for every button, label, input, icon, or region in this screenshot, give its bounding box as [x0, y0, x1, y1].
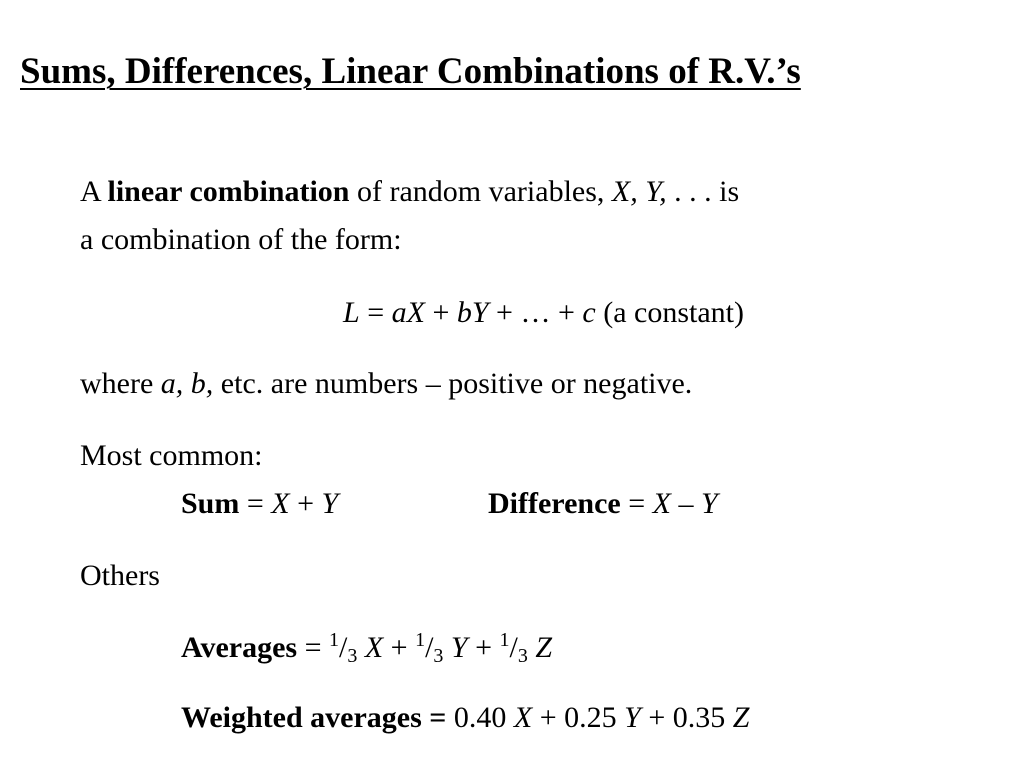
frac2-slash: /: [425, 631, 434, 664]
frac1-den: 3: [347, 645, 358, 667]
averages-z: Z: [535, 631, 553, 664]
most-common-label: Most common:: [80, 439, 263, 472]
intro-rest: of random variables,: [349, 175, 612, 208]
difference-y: Y: [700, 487, 718, 520]
formula-aX: aX: [391, 296, 425, 329]
averages-plus1: +: [383, 631, 416, 664]
frac2-den: 3: [433, 645, 444, 667]
weighted-averages-label: Weighted averages =: [181, 701, 447, 734]
weight-2: 0.25: [564, 701, 617, 734]
averages-eq: =: [297, 631, 329, 664]
where-post: etc. are numbers – positive or negative.: [213, 367, 693, 400]
intro-a: A: [80, 175, 108, 208]
intro-line-1: [80, 174, 739, 210]
sum-plus: +: [289, 487, 322, 520]
weighted-averages-expression: [181, 700, 749, 736]
where-pre: where: [80, 367, 161, 400]
averages-x: X: [364, 631, 384, 664]
difference-expression: [488, 486, 718, 522]
sum-expression: [181, 486, 338, 522]
others-label: Others: [80, 559, 160, 592]
difference-eq: =: [620, 487, 653, 520]
weight-1: 0.40: [453, 701, 507, 734]
formula-L: L: [343, 296, 360, 329]
formula-note: (a constant): [595, 296, 744, 329]
formula-eq: =: [359, 296, 392, 329]
frac1-num: 1: [328, 629, 339, 651]
frac3-den: 3: [517, 645, 528, 667]
where-ab: a, b,: [160, 367, 214, 400]
frac3-num: 1: [499, 629, 510, 651]
weighted-x: X: [513, 701, 533, 734]
sum-x: X: [271, 487, 290, 520]
sum-y: Y: [321, 487, 339, 520]
intro-tail: . . . is: [666, 175, 740, 208]
frac1-slash: /: [338, 631, 348, 664]
frac3-slash: /: [509, 631, 518, 664]
weight-3: 0.35: [672, 701, 726, 734]
weighted-z: Z: [732, 701, 750, 734]
averages-expression: [181, 630, 552, 666]
where-line: [80, 366, 692, 402]
difference-minus: –: [670, 487, 701, 520]
formula-bY: bY: [456, 296, 489, 329]
sum-label: Sum: [181, 487, 240, 520]
sum-eq: =: [239, 487, 272, 520]
difference-x: X: [652, 487, 671, 520]
difference-label: Difference: [488, 487, 621, 520]
intro-term: linear combination: [107, 175, 350, 208]
formula-plus1: +: [424, 296, 457, 329]
averages-y: Y: [450, 631, 468, 664]
averages-label: Averages: [181, 631, 298, 664]
averages-plus2: +: [467, 631, 500, 664]
formula: [343, 295, 744, 331]
frac2-num: 1: [415, 629, 426, 651]
weighted-y: Y: [624, 701, 641, 734]
intro-line-2: a combination of the form:: [80, 223, 402, 256]
formula-c: c: [582, 296, 596, 329]
slide-title: Sums, Differences, Linear Combinations of R.V.’s: [20, 51, 801, 92]
intro-vars: X, Y,: [611, 175, 667, 208]
weighted-plus2: +: [640, 701, 673, 734]
weighted-plus1: +: [532, 701, 565, 734]
formula-plus2: + … +: [488, 296, 583, 329]
